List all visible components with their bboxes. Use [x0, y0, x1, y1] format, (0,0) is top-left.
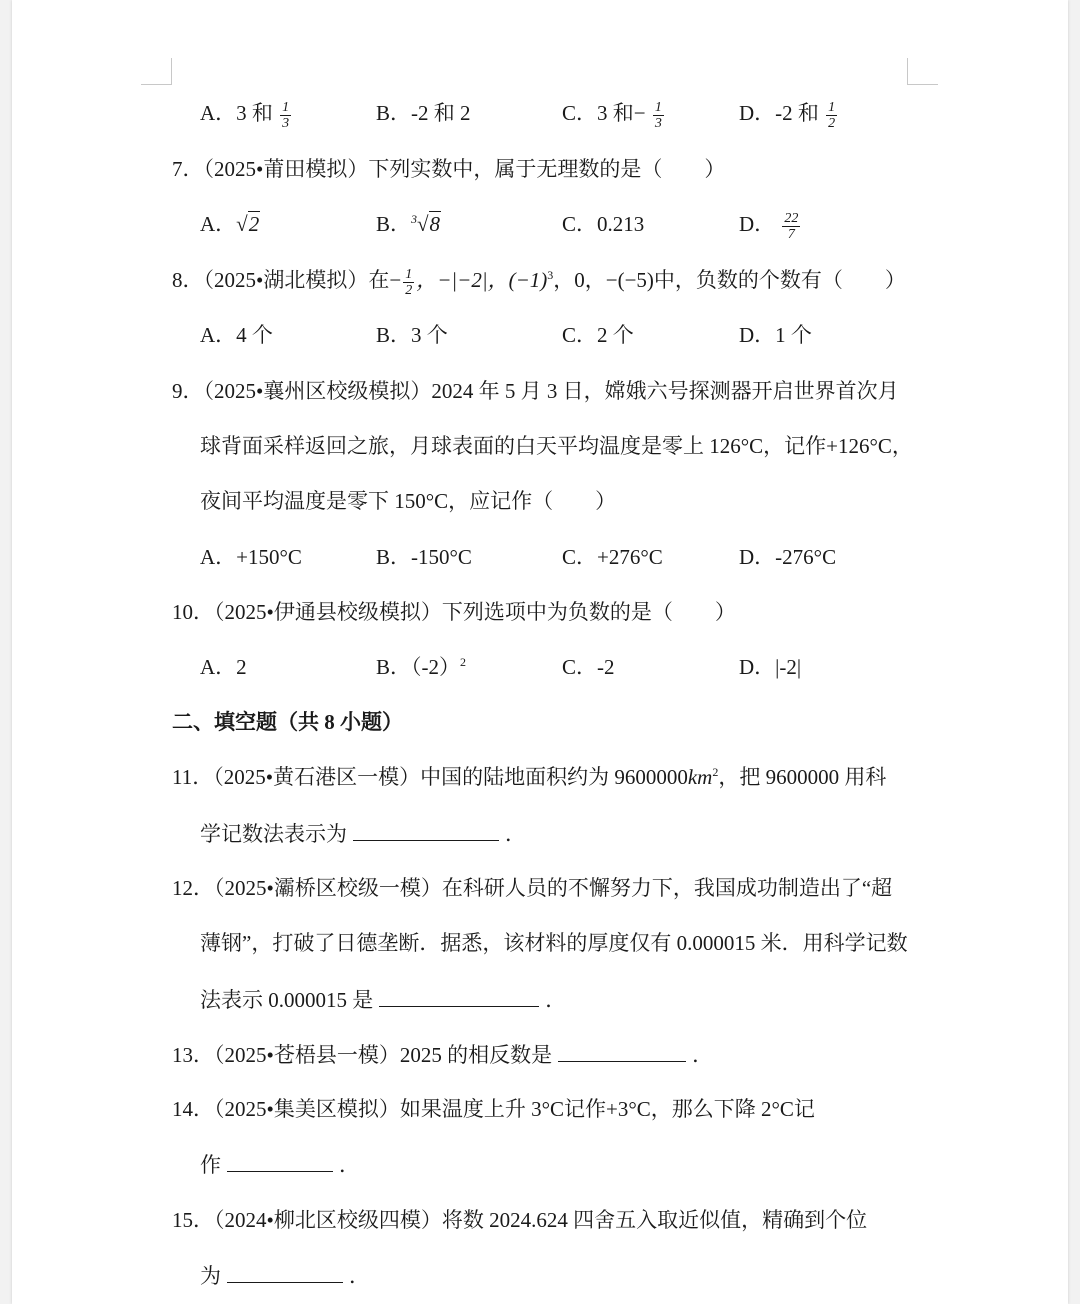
- q9-line-1: 9．（2025•襄州区校级模拟）2024 年 5 月 3 日，嫦娥六号探测器开启世界首次月: [172, 379, 899, 403]
- q15-line-1: 15．（2024•柳北区校级四模）将数 2024.624 四舍五入取近似值，精确到个位: [172, 1208, 868, 1232]
- q10-option-b: B．$(-2)^2$: [376, 655, 467, 679]
- q8-option-d: D．1 个: [739, 323, 812, 347]
- q10-option-c: C．-2: [562, 655, 615, 679]
- q8-option-c: C．2 个: [562, 323, 634, 347]
- fraction: $\frac{22}{7}$: [784, 210, 799, 242]
- q14-line-1: 14．（2025•集美区模拟）如果温度上升 3°C记作+3°C，那么下降 2°C记: [172, 1097, 815, 1121]
- q12-line-3: 法表示 0.000015 是 ．: [200, 984, 566, 1015]
- q6-option-b: B．-2 和 2: [376, 101, 471, 125]
- fraction: $\frac{1}{3}$: [282, 99, 290, 131]
- fraction: $\frac{1}{3}$: [654, 99, 662, 131]
- q9-option-b: B．-150°C: [376, 545, 472, 569]
- q6-option-d: D．-2 和 $\frac{1}{2}$: [739, 99, 836, 131]
- q7-option-b: B．$^3$√8: [376, 212, 441, 236]
- q13-stem: 13．（2025•苍梧县一模）2025 的相反数是 ．: [172, 1039, 713, 1070]
- section-title-fill-in: 二、填空题（共 8 小题）: [172, 710, 403, 734]
- q8-option-a: A．4 个: [200, 323, 273, 347]
- q9-option-d: D．-276°C: [739, 545, 837, 569]
- q9-option-a: A．+150°C: [200, 545, 302, 569]
- answer-blank[interactable]: [353, 818, 499, 841]
- answer-blank[interactable]: [558, 1039, 686, 1062]
- q6-option-c: C．3 和− $\frac{1}{3}$: [562, 99, 662, 131]
- q14-line-2: 作 ．: [200, 1149, 360, 1180]
- crop-mark-top-left: [141, 58, 172, 85]
- q9-option-c: C．+276°C: [562, 545, 663, 569]
- q10-option-a: A．2: [200, 655, 247, 679]
- crop-mark-top-right: [907, 58, 938, 85]
- answer-blank[interactable]: [227, 1260, 343, 1283]
- q7-option-c: C．0.213: [562, 212, 645, 236]
- q8-option-b: B．3 个: [376, 323, 448, 347]
- fraction: $\frac{1}{2}$: [828, 99, 836, 131]
- q9-line-3: 夜间平均温度是零下 150°C，应记作（ ）: [200, 489, 617, 513]
- answer-blank[interactable]: [227, 1149, 333, 1172]
- q10-option-d: D．|-2|: [739, 655, 802, 679]
- q15-line-2: 为 ．: [200, 1260, 370, 1291]
- q7-option-a: A．√2: [200, 212, 260, 236]
- q7-stem: 7．（2025•莆田模拟）下列实数中，属于无理数的是（ ）: [172, 157, 726, 181]
- q7-option-d: D． $\frac{22}{7}$: [739, 210, 799, 242]
- q6-option-a: A．3 和 $\frac{1}{3}$: [200, 99, 290, 131]
- q10-stem: 10．（2025•伊通县校级模拟）下列选项中为负数的是（ ）: [172, 600, 736, 624]
- q11-line-2: 学记数法表示为 ．: [200, 818, 526, 849]
- q12-line-1: 12．（2025•灞桥区校级一模）在科研人员的不懈努力下，我国成功制造出了“超: [172, 876, 893, 900]
- q9-line-2: 球背面采样返回之旅，月球表面的白天平均温度是零上 126°C，记作+126°C，: [200, 434, 913, 458]
- answer-blank[interactable]: [379, 984, 539, 1007]
- document-page: [12, 0, 1068, 1304]
- fraction: $\frac{1}{2}$: [405, 266, 413, 298]
- q8-stem: 8．（2025•湖北模拟）在− $\frac{1}{2}$ ，−|−2|，$(-1)^3$，0，−(−5)中，负数的个数有（ ）: [172, 266, 906, 298]
- q12-line-2: 薄钢”，打破了日德垄断．据悉，该材料的厚度仅有 0.000015 米．用科学记数: [200, 931, 908, 955]
- q11-line-1: 11．（2025•黄石港区一模）中国的陆地面积约为 $9600000km^2$，把 9600000 用科: [172, 765, 887, 789]
